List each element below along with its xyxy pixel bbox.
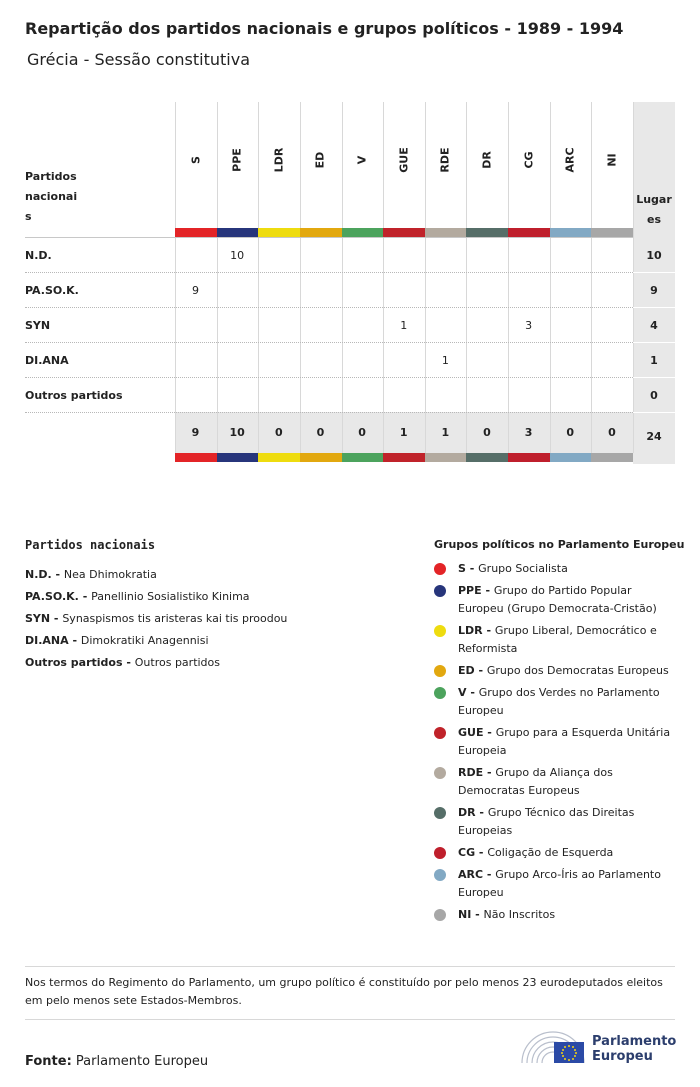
party-legend-item [25,564,325,586]
group-color-dot-icon [434,807,446,819]
party-legend-item [25,652,325,674]
row-total-seats: 4 [650,319,658,332]
group-total-cell: 0 [566,426,575,439]
row-total-seats: 10 [646,249,662,262]
group-header-s [175,145,216,175]
european-parliament-logo [520,1027,680,1069]
group-color-dot-icon [434,563,446,575]
footnote: Nos termos do Regimento do Parlamento, um grupo político é constituído por pelo menos 23 eurodeputados eleitos em pelo menos sete Estados-Membros. [25,976,663,1007]
group-abbr: S - [458,562,479,575]
group-code-label: ED [313,151,327,169]
group-legend-item [434,906,675,924]
group-total-cell: 0 [483,426,491,439]
page-title: Repartição dos partidos nacionais e grupos políticos - 1989 - 1994 [25,19,624,38]
group-color-bar [550,228,592,237]
party-legend-item [25,586,325,608]
group-legend-item [434,844,675,862]
group-color-bar-bottom [591,453,633,462]
group-total-cell: 1 [441,426,450,439]
seats-header-label: Lugares [636,193,672,226]
group-code-label: NI [605,153,619,167]
group-header-ldr [258,145,299,175]
group-header-ppe [217,145,258,175]
group-header-ed [300,145,341,175]
group-header-cg [508,145,549,175]
group-color-bar-bottom [342,453,384,462]
group-legend-item [434,866,675,902]
group-code-label: GUE [397,147,411,173]
group-color-bar [466,228,508,237]
party-name: Outros partidos [134,656,221,669]
party-row-label: SYN [25,319,51,332]
group-abbr: V - [458,686,479,699]
note-separator-top [25,966,675,967]
group-abbr: CG - [458,846,488,859]
group-name: Grupo dos Democratas Europeus [486,664,669,677]
seat-count-cell: 3 [525,319,533,332]
group-color-dot-icon [434,847,446,859]
party-legend-item [25,608,325,630]
group-name: Coligação de Esquerda [487,846,614,859]
group-code-label: V [355,155,369,165]
group-total-cell: 9 [191,426,200,439]
group-color-bar [258,228,300,237]
group-abbr: ED - [458,664,487,677]
group-legend-item [434,684,675,720]
group-total-cell: 1 [399,426,408,439]
party-abbr: SYN - [25,612,63,625]
group-abbr: ARC - [458,868,496,881]
party-name: Dimokratiki Anagennisi [80,634,209,647]
group-name: Grupo da Aliança dos Democratas Europeus [458,766,613,797]
group-total-cell: 0 [358,426,366,439]
source-label: Fonte: [25,1054,72,1069]
group-color-dot-icon [434,767,446,779]
party-legend-item [25,630,325,652]
group-name: Grupo Arco-Íris ao Parlamento Europeu [458,868,661,899]
party-name: Synaspismos tis aristeras kai tis proodou [62,612,288,625]
group-color-bar-bottom [466,453,508,462]
row-total-seats: 1 [650,354,658,367]
party-abbr: DI.ANA - [25,634,81,647]
national-parties-legend [25,536,325,674]
group-name: Grupo do Partido Popular Europeu (Grupo Democrata-Cristão) [458,584,657,615]
group-legend-item [434,724,675,760]
national-parties-legend-heading: Partidos nacionais [25,538,156,552]
row-divider [25,272,633,273]
header-divider [25,237,633,238]
group-color-bar-bottom [550,453,592,462]
source-line [25,1052,208,1072]
group-name: Grupo para a Esquerda Unitária Europeia [458,726,671,757]
political-groups-legend-heading: Grupos políticos no Parlamento Europeu [434,538,685,551]
group-legend-item [434,622,675,658]
note-separator-bottom [25,1019,675,1020]
group-color-bar [342,228,384,237]
group-abbr: PPE - [458,584,494,597]
row-header-label: Partidos nacionais [25,170,78,223]
group-legend-item [434,764,675,800]
group-color-dot-icon [434,727,446,739]
group-abbr: NI - [458,908,484,921]
group-legend-item [434,662,675,680]
seat-count-cell: 10 [230,249,245,262]
party-name: Panellinio Sosialistiko Kinima [91,590,250,603]
group-color-bar-bottom [217,453,259,462]
group-color-bar-bottom [175,453,217,462]
group-legend-item [434,560,675,578]
political-groups-legend [434,536,685,928]
group-color-bar [508,228,550,237]
group-name: Grupo Socialista [478,562,568,575]
group-total-cell: 0 [316,426,325,439]
group-code-label: CG [522,151,536,169]
seat-count-cell: 1 [441,354,449,367]
group-color-dot-icon [434,687,446,699]
row-total-seats: 9 [650,284,658,297]
group-code-label: ARC [563,147,577,173]
parliament-hemicycle-icon [520,1027,586,1067]
group-color-dot-icon [434,625,446,637]
party-abbr: PA.SO.K. - [25,590,92,603]
group-abbr: LDR - [458,624,495,637]
group-color-dot-icon [434,665,446,677]
group-name: Grupo Liberal, Democrático e Reformista [458,624,657,655]
group-code-label: S [189,156,202,164]
group-color-bar-bottom [383,453,425,462]
group-header-arc [550,145,591,175]
group-abbr: DR - [458,806,488,819]
group-header-rde [425,145,466,175]
distribution-table [25,102,675,464]
group-code-label: RDE [438,147,452,173]
group-abbr: RDE - [458,766,496,779]
party-row-label: N.D. [25,249,52,262]
group-header-v [342,145,383,175]
group-color-bar-bottom [425,453,467,462]
group-code-label: LDR [272,147,286,173]
logo-line2: Europeu [592,1049,653,1064]
party-name: Nea Dhimokratia [63,568,157,581]
seat-count-cell: 1 [400,319,408,332]
party-abbr: Outros partidos - [25,656,135,669]
group-color-bar [217,228,259,237]
group-code-label: DR [480,151,494,169]
group-color-bar-bottom [258,453,300,462]
logo-line1: Parlamento [592,1034,677,1049]
seat-count-cell: 9 [192,284,199,297]
group-name: Grupo Técnico das Direitas Europeias [458,806,635,837]
group-abbr: GUE - [458,726,496,739]
group-legend-item [434,582,675,618]
group-color-bar [300,228,342,237]
party-abbr: N.D. - [25,568,64,581]
group-total-cell: 3 [524,426,533,439]
group-color-bar [175,228,217,237]
group-color-bar [383,228,425,237]
group-name: Não Inscritos [483,908,556,921]
group-color-bar [591,228,633,237]
group-name: Grupo dos Verdes no Parlamento Europeu [458,686,660,717]
page-subtitle: Grécia - Sessão constitutiva [27,50,250,69]
row-total-seats: 0 [650,389,658,402]
party-row-label: PA.SO.K. [25,284,79,297]
group-color-dot-icon [434,869,446,881]
party-row-label: Outros partidos [25,389,123,402]
group-total-cell: 0 [608,426,616,439]
source-value: Parlamento Europeu [75,1054,209,1069]
party-row-label: DI.ANA [25,354,69,367]
group-code-label: PPE [230,148,244,172]
group-legend-item [434,804,675,840]
group-color-bar [425,228,467,237]
group-header-ni [591,145,632,175]
group-header-dr [466,145,507,175]
group-color-bar-bottom [300,453,342,462]
group-total-cell: 0 [274,426,283,439]
group-total-cell: 10 [229,426,245,439]
group-color-dot-icon [434,585,446,597]
group-color-dot-icon [434,909,446,921]
group-color-bar-bottom [508,453,550,462]
grand-total: 24 [646,430,662,443]
group-header-gue [383,145,424,175]
